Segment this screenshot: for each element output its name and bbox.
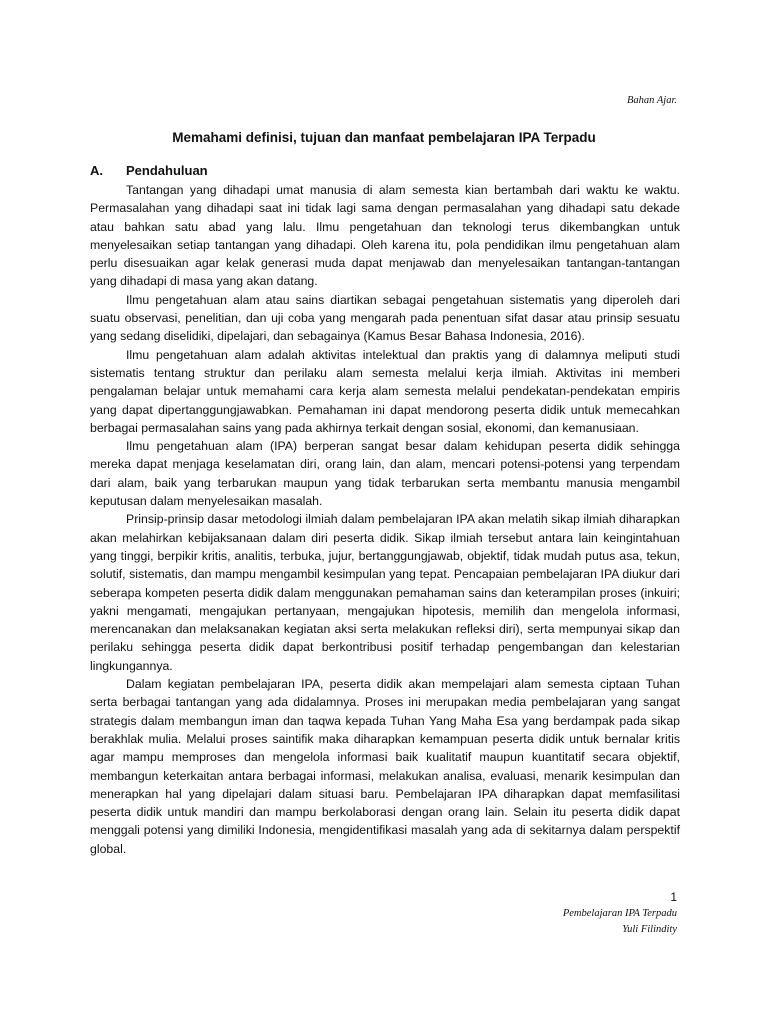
paragraph-3: Ilmu pengetahuan alam adalah aktivitas intelektual dan praktis yang di dalamnya meliputi studi sistematis tentang struktur dan perilaku alam semesta melalui kerja ilmiah. Aktivitas ini memberi pengalaman belajar untuk memahami cara kerja alam semesta melalui pendekatan-pendekatan empiris yang dapat dipertanggungjawabkan. Pemahaman ini dapat mendorong peserta didik untuk memecahkan berbagai permasalahan sains yang pada akhirnya terkait dengan sosial, ekonomi, dan kemanusiaan. bbox=[90, 347, 680, 435]
paragraph-2: Ilmu pengetahuan alam atau sains diartikan sebagai pengetahuan sistematis yang diperoleh dari suatu observasi, penelitian, dan uji coba yang mengarah pada penentuan sifat dasar atau prinsip sesuatu yang sedang diselidiki, dipelajari, dan sebagainya (Kamus Besar Bahasa Indonesia, 2016). bbox=[90, 292, 680, 344]
section-letter: A. bbox=[90, 163, 103, 178]
header-label: Bahan Ajar. bbox=[627, 95, 677, 106]
footer-author: Yuli Filindity bbox=[622, 924, 677, 935]
paragraph-6: Dalam kegiatan pembelajaran IPA, peserta didik akan mempelajari alam semesta ciptaan Tuhan serta berbagai tantangan yang ada didalamnya. Proses ini merupakan media pembelajaran yang sangat strategis dalam membangun iman dan taqwa kepada Tuhan Yang Maha Esa yang berdampak pada sikap berakhlak mulia. Melalui proses saintifik maka diharapkan kemampuan peserta didik untuk bernalar kritis agar mampu memproses dan mengelola informasi baik kualitatif maupun kuantitatif secara objektif, membangun keterkaitan antara berbagai informasi, melakukan analisa, evaluasi, menarik kesimpulan dan menerapkan hal yang dipelajari dalam situasi baru. Pembelajaran IPA diharapkan dapat memfasilitasi peserta didik untuk mandiri dan mampu berkolaborasi dengan orang lain. Selain itu peserta didik dapat menggali potensi yang dimiliki Indonesia, mengidentifikasi masalah yang ada di sekitarnya dalam perspektif global. bbox=[90, 677, 680, 856]
document-title: Memahami definisi, tujuan dan manfaat pembelajaran IPA Terpadu bbox=[172, 130, 596, 145]
section-heading bbox=[90, 162, 680, 180]
page-number: 1 bbox=[670, 890, 677, 904]
paragraph-1: Tantangan yang dihadapi umat manusia di alam semesta kian bertambah dari waktu ke waktu. Permasalahan yang dihadapi saat ini tidak lagi sama dengan permasalahan yang dihadapi satu dekade atau bahkan satu abad yang lalu. Ilmu pengetahuan dan teknologi terus dikembangkan untuk menyelesaikan setiap tantangan yang dihadapi. Oleh karena itu, pola pendidikan ilmu pengetahuan alam perlu disesuaikan agar kelak generasi muda dapat menjawab dan menyelesaikan tantangan-tantangan yang dihadapi di masa yang akan datang. bbox=[90, 183, 680, 289]
page-footer bbox=[563, 888, 677, 938]
section-pendahuluan bbox=[90, 162, 680, 858]
footer-course: Pembelajaran IPA Terpadu bbox=[562, 908, 677, 919]
section-heading-text: Pendahuluan bbox=[126, 163, 208, 178]
paragraph-4: Ilmu pengetahuan alam (IPA) berperan sangat besar dalam kehidupan peserta didik sehingga mereka dapat menjaga keselamatan diri, orang lain, dan alam, mencari potensi-potensi yang terpendam dari alam, baik yang terbarukan maupun yang tidak terbarukan serta membantu manusia mengambil keputusan dalam menyelesaikan masalah. bbox=[90, 439, 680, 509]
paragraph-5: Prinsip-prinsip dasar metodologi ilmiah dalam pembelajaran IPA akan melatih sikap ilmiah diharapkan akan melahirkan kebijaksanaan dalam diri peserta didik. Sikap ilmiah tersebut antara lain keingintahuan yang tinggi, berpikir kritis, analitis, terbuka, jujur, bertanggungjawab, objektif, tidak mudah putus asa, tekun, solutif, sistematis, dan mampu mengambil kesimpulan yang tepat. Pencapaian pembelajaran IPA diukur dari seberapa kompeten peserta didik dalam menggunakan pemahaman sains dan keterampilan proses (inkuiri; yakni mengamati, mengajukan pertanyaan, mengajukan hipotesis, memilih dan mengelola informasi, merencanakan dan melaksanakan kegiatan aksi serta melakukan refleksi diri), serta mempunyai sikap dan perilaku sehingga peserta didik dapat berkontribusi positif terhadap pengembangan dan kelestarian lingkungannya. bbox=[90, 512, 680, 673]
